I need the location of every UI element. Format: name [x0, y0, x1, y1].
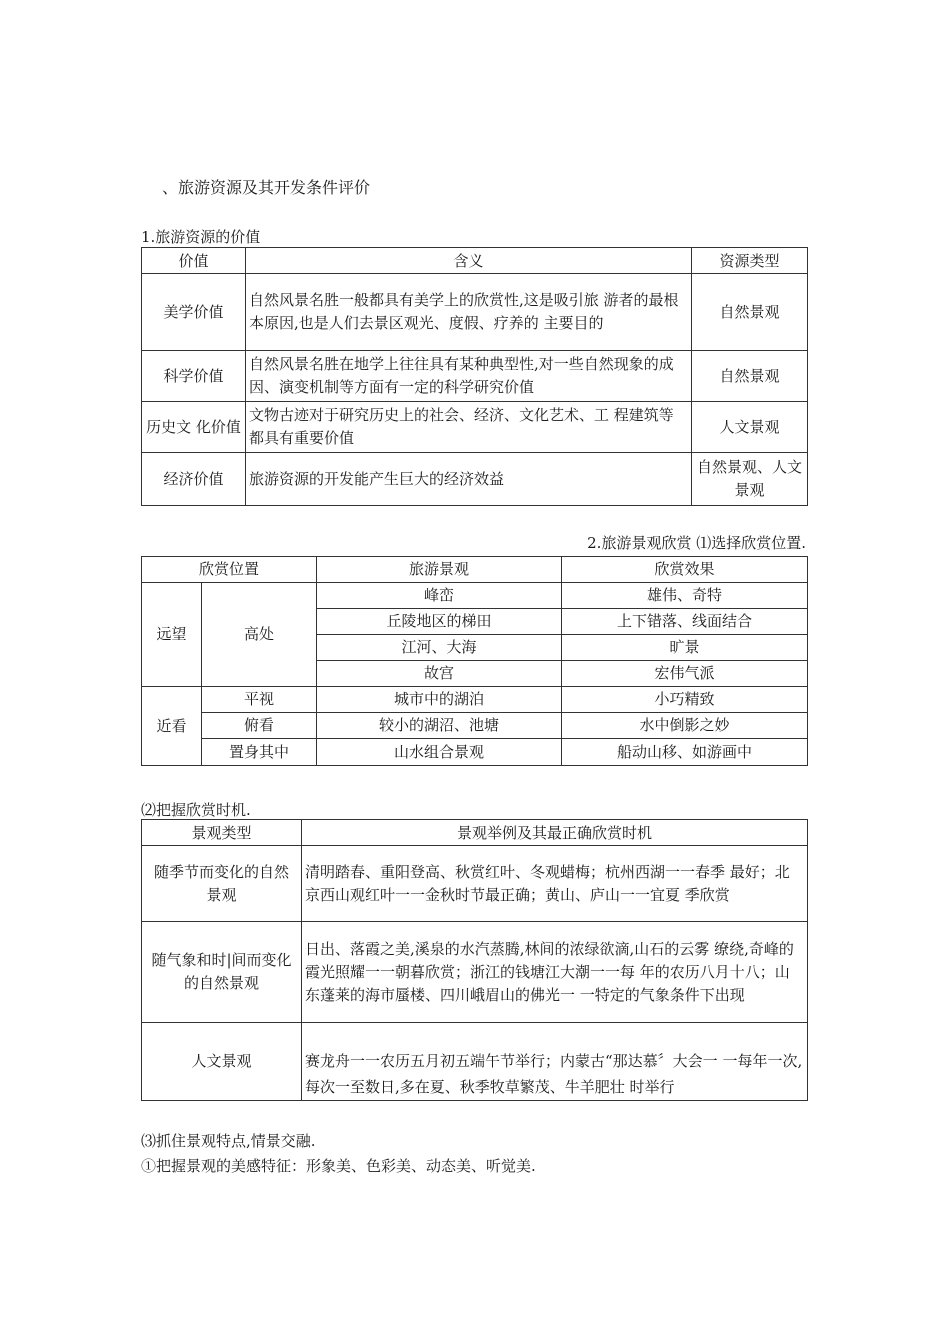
effect-cell: 旷景	[562, 635, 808, 661]
example-cell: 赛龙舟一一农历五月初五端午节举行；内蒙古“那达慕〞大会一 一每年一次,每次一至数日,多在夏、秋季牧草繁茂、牛羊肥壮 时举行	[302, 1023, 808, 1101]
scene-cell: 较小的湖沼、池塘	[317, 713, 562, 739]
section-heading: 、旅游资源及其开发条件评价	[162, 178, 371, 197]
far-sub-label: 高处	[202, 583, 317, 687]
paragraph-grasp-features: ⑶抓住景观特点,情景交融.	[141, 1132, 316, 1150]
effect-cell: 上下错落、线面结合	[562, 609, 808, 635]
paragraph-aesthetic-features: ①把握景观的美感特征：形象美、色彩美、动态美、听觉美.	[141, 1157, 536, 1175]
table3-title: ⑵把握欣赏时机.	[141, 801, 251, 819]
type-cell: 自然景观、人文景观	[692, 453, 808, 506]
header-position: 欣赏位置	[142, 557, 317, 583]
type-cell: 自然景观	[692, 351, 808, 402]
table1-title: 1.旅游资源的价值	[141, 228, 261, 246]
landscape-type-cell: 随季节而变化的自然景观	[142, 846, 302, 922]
value-cell: 历史文 化价值	[142, 402, 246, 453]
table-row	[142, 713, 808, 739]
table-row	[142, 1023, 808, 1101]
header-example: 景观举例及其最正确欣赏时机	[302, 820, 808, 846]
table-row	[142, 402, 808, 453]
type-cell: 人文景观	[692, 402, 808, 453]
scene-cell: 故宫	[317, 661, 562, 687]
position-cell: 置身其中	[202, 739, 317, 766]
meaning-cell: 自然风景名胜一般都具有美学上的欣赏性,这是吸引旅 游者的最根本原因,也是人们去景区观光、度假、疗养的 主要目的	[246, 274, 692, 351]
meaning-cell: 自然风景名胜在地学上往往具有某种典型性,对一些自然现象的成因、演变机制等方面有一定的科学研究价值	[246, 351, 692, 402]
table2-title: 2.旅游景观欣赏 ⑴选择欣赏位置.	[587, 534, 806, 552]
table-row	[142, 922, 808, 1023]
header-value: 价值	[142, 248, 246, 274]
header-landscape-type: 景观类型	[142, 820, 302, 846]
header-scene: 旅游景观	[317, 557, 562, 583]
landscape-type-cell: 人文景观	[142, 1023, 302, 1101]
position-cell: 俯看	[202, 713, 317, 739]
table-row	[142, 274, 808, 351]
scene-cell: 峰峦	[317, 583, 562, 609]
effect-cell: 小巧精致	[562, 687, 808, 713]
effect-cell: 船动山移、如游画中	[562, 739, 808, 766]
value-cell: 美学价值	[142, 274, 246, 351]
meaning-cell: 旅游资源的开发能产生巨大的经济效益	[246, 453, 692, 506]
position-cell: 平视	[202, 687, 317, 713]
scene-cell: 山水组合景观	[317, 739, 562, 766]
value-cell: 经济价值	[142, 453, 246, 506]
header-type: 资源类型	[692, 248, 808, 274]
scene-cell: 丘陵地区的梯田	[317, 609, 562, 635]
type-cell: 自然景观	[692, 274, 808, 351]
value-cell: 科学价值	[142, 351, 246, 402]
effect-cell: 雄伟、奇特	[562, 583, 808, 609]
table-row	[142, 453, 808, 506]
viewing-position-table	[141, 556, 808, 766]
viewing-timing-table	[141, 819, 808, 1101]
header-effect: 欣赏效果	[562, 557, 808, 583]
table-header-row	[142, 557, 808, 583]
effect-cell: 宏伟气派	[562, 661, 808, 687]
scene-cell: 城市中的湖泊	[317, 687, 562, 713]
far-label: 远望	[142, 583, 202, 687]
near-label: 近看	[142, 687, 202, 766]
table-row	[142, 583, 808, 609]
table-row	[142, 687, 808, 713]
table-row	[142, 846, 808, 922]
meaning-cell: 文物古迹对于研究历史上的社会、经济、文化艺术、工 程建筑等都具有重要价值	[246, 402, 692, 453]
scene-cell: 江河、大海	[317, 635, 562, 661]
example-cell: 清明踏春、重阳登高、秋赏红叶、冬观蜡梅；杭州西湖一一春季 最好；北京西山观红叶一一金秋时节最正确；黄山、庐山一一宜夏 季欣赏	[302, 846, 808, 922]
resource-value-table	[141, 247, 808, 506]
effect-cell: 水中倒影之妙	[562, 713, 808, 739]
table-header-row	[142, 248, 808, 274]
table-row	[142, 739, 808, 766]
landscape-type-cell: 随气象和时|间而变化的自然景观	[142, 922, 302, 1023]
example-cell: 日出、落霞之美,溪泉的水汽蒸腾,林间的浓绿欲滴,山石的云雾 缭绕,奇峰的霞光照耀一一朝暮欣赏；浙江的钱塘江大潮一一每 年的农历八月十八；山东蓬莱的海市蜃楼、四川峨眉山的佛光一 一特定的气象条件下出现	[302, 922, 808, 1023]
header-meaning: 含义	[246, 248, 692, 274]
table-header-row	[142, 820, 808, 846]
table-row	[142, 351, 808, 402]
